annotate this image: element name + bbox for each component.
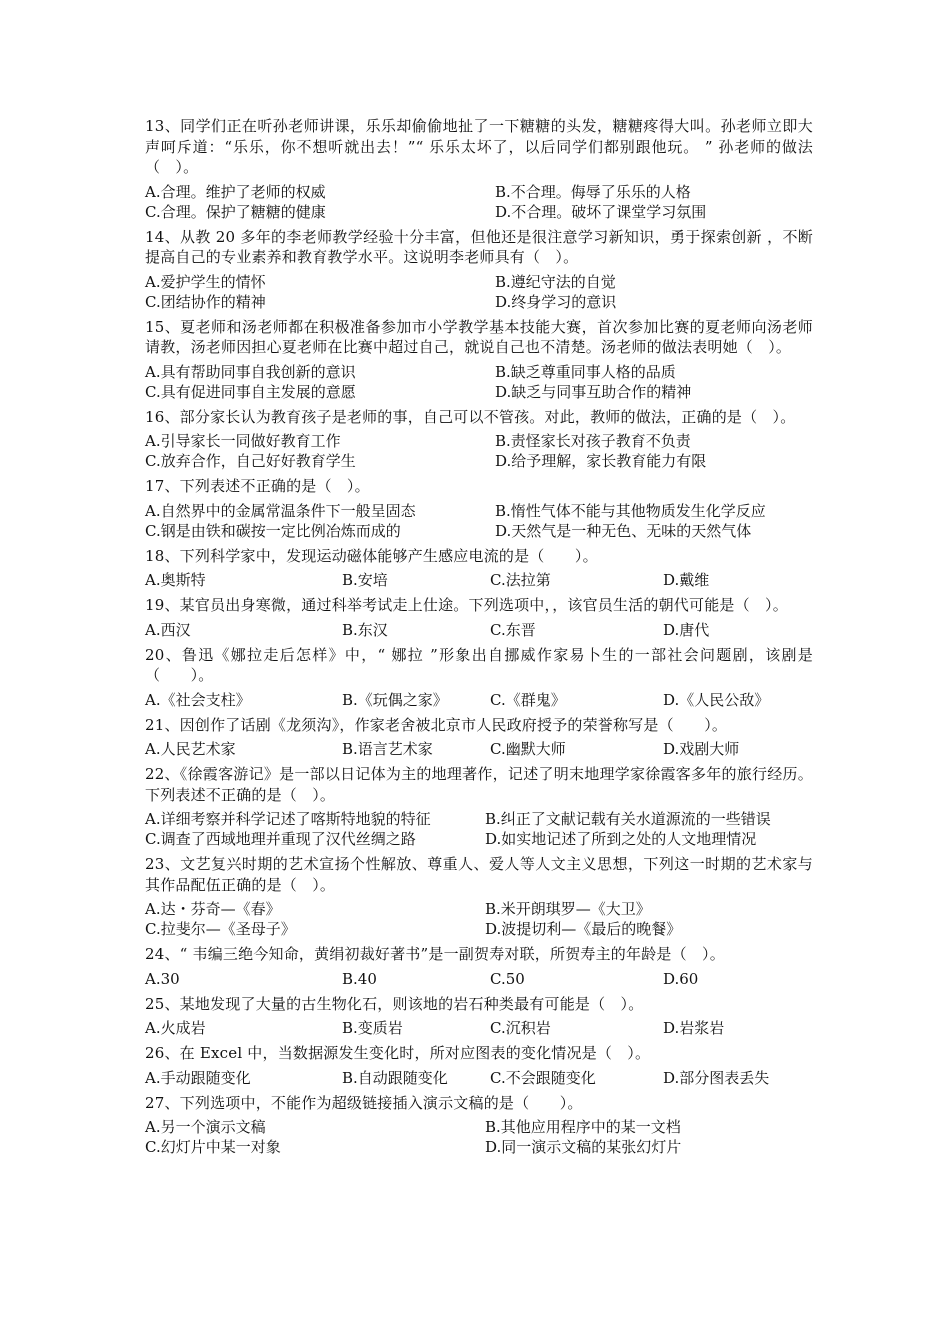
option-b: B.遵纪守法的自觉 bbox=[495, 272, 616, 291]
option-b: B.缺乏尊重同事人格的品质 bbox=[495, 362, 676, 381]
option-b: B.自动跟随变化 bbox=[342, 1068, 448, 1087]
option-a: A.爱护学生的情怀 bbox=[145, 272, 266, 291]
option-d: D.终身学习的意识 bbox=[495, 292, 617, 311]
option-d: D.波提切利—《最后的晚餐》 bbox=[485, 920, 682, 938]
option-d: D.缺乏与同事互助合作的精神 bbox=[495, 382, 692, 401]
option-d: D.《人民公敌》 bbox=[663, 690, 770, 709]
question-21-options bbox=[145, 739, 813, 759]
option-b: B.责怪家长对孩子教育不负责 bbox=[495, 432, 691, 450]
option-d: D.部分图表丢失 bbox=[663, 1068, 770, 1087]
option-a: A.手动跟随变化 bbox=[145, 1068, 251, 1087]
option-a: A.具有帮助同事自我创新的意识 bbox=[145, 362, 356, 381]
option-c: C.不会跟随变化 bbox=[490, 1068, 596, 1087]
option-d: D.不合理。破坏了课堂学习氛围 bbox=[495, 202, 707, 221]
option-a: A.30 bbox=[145, 969, 180, 988]
question-25-stem: 25、某地发现了大量的古生物化石，则该地的岩石种类最有可能是（ ）。 bbox=[145, 994, 644, 1013]
question-15-stem: 15、夏老师和汤老师都在积极准备参加市小学教学基本技能大赛，首次参加比赛的夏老师向汤老师请教，汤老师因担心夏老师在比赛中超过自己，就说自己也不清楚。汤老师的做法表明她（ ）。 bbox=[145, 317, 813, 356]
option-a: A.引导家长一同做好教育工作 bbox=[145, 432, 341, 450]
option-d: D.如实地记述了所到之处的人文地理情况 bbox=[485, 830, 757, 848]
question-24-stem: 24、“ 韦编三绝今知命，黄绢初裁好著书”是一副贺寿对联，所贺寿主的年龄是（ ）。 bbox=[145, 945, 725, 963]
question-14-stem: 14、从教 20 多年的李老师教学经验十分丰富，但他还是很注意学习新知识，勇于探索创新 ，不断提高自己的专业素养和教育教学水平。这说明李老师具有（ ）。 bbox=[145, 227, 813, 266]
option-a: A.《社会支柱》 bbox=[145, 690, 251, 709]
question-19-stem: 19、某官员出身寒微，通过科举考试走上仕途。下列选项中，，该官员生活的朝代可能是（ ）。 bbox=[145, 596, 788, 614]
option-c: C.东晋 bbox=[490, 620, 536, 639]
question-13-stem: 13、同学们正在听孙老师讲课，乐乐却偷偷地扯了一下糖糖的头发，糖糖疼得大叫。孙老师立即大声呵斥道：“乐乐，你不想听就出去！”“ 乐乐太坏了，以后同学们都别跟他玩。 ” 孙老师的做法（ ）。 bbox=[145, 117, 813, 176]
question-15-options bbox=[145, 362, 813, 402]
option-a: A.西汉 bbox=[145, 620, 191, 639]
option-c: C.合理。保护了糖糖的健康 bbox=[145, 202, 326, 221]
option-c: C.拉斐尔—《圣母子》 bbox=[145, 920, 296, 938]
option-d: D.唐代 bbox=[663, 620, 710, 639]
question-22-stem: 22、《徐霞客游记》是一部以日记体为主的地理著作，记述了明末地理学家徐霞客多年的旅行经历。下列表述不正确的是（ ）。 bbox=[145, 765, 813, 804]
option-b: B.惰性气体不能与其他物质发生化学反应 bbox=[495, 501, 766, 520]
question-16-stem: 16、部分家长认为教育孩子是老师的事，自己可以不管孩。对此，教师的做法，正确的是（ ）。 bbox=[145, 407, 796, 426]
option-b: B.米开朗琪罗—《大卫》 bbox=[485, 900, 651, 918]
question-14-options bbox=[145, 272, 813, 312]
question-22-options bbox=[145, 809, 813, 849]
option-c: C.调查了西域地理并重现了汉代丝绸之路 bbox=[145, 830, 416, 848]
option-d: D.天然气是一种无色、无味的天然气体 bbox=[495, 521, 752, 540]
question-13-options bbox=[145, 182, 813, 222]
option-a: A.合理。维护了老师的权威 bbox=[145, 182, 326, 201]
question-27-options bbox=[145, 1117, 813, 1157]
option-d: D.给予理解，家长教育能力有限 bbox=[495, 452, 707, 470]
question-20-options bbox=[145, 690, 813, 710]
option-c: C.沉积岩 bbox=[490, 1019, 551, 1037]
option-d: D.60 bbox=[663, 969, 699, 988]
question-25-options bbox=[145, 1018, 813, 1038]
option-b: B.40 bbox=[342, 969, 377, 988]
option-d: D.戴维 bbox=[663, 571, 710, 589]
option-b: B.纠正了文献记载有关水道源流的一些错误 bbox=[485, 810, 771, 828]
option-c: C.放弃合作，自己好好教育学生 bbox=[145, 452, 356, 470]
option-b: B.东汉 bbox=[342, 620, 388, 639]
option-c: C.钢是由铁和碳按一定比例冶炼而成的 bbox=[145, 521, 401, 540]
option-b: B.其他应用程序中的某一文档 bbox=[485, 1118, 681, 1136]
question-21-stem: 21、因创作了话剧《龙须沟》，作家老舍被北京市人民政府授予的荣誉称写是（ ）。 bbox=[145, 715, 728, 734]
question-19-options bbox=[145, 620, 813, 640]
option-c: C.法拉第 bbox=[490, 571, 551, 589]
question-26-options bbox=[145, 1068, 813, 1088]
option-c: C.具有促进同事自主发展的意愿 bbox=[145, 382, 356, 401]
option-b: B.语言艺术家 bbox=[342, 740, 433, 758]
option-a: A.另一个演示文稿 bbox=[145, 1118, 266, 1136]
question-18-options bbox=[145, 570, 813, 590]
option-d: D.岩浆岩 bbox=[663, 1019, 725, 1037]
option-c: C.团结协作的精神 bbox=[145, 292, 266, 311]
option-b: B.《玩偶之家》 bbox=[342, 690, 448, 709]
option-a: A.人民艺术家 bbox=[145, 740, 236, 758]
option-a: A.火成岩 bbox=[145, 1019, 206, 1037]
option-c: C.幻灯片中某一对象 bbox=[145, 1138, 281, 1156]
question-26-stem: 26、在 Excel 中，当数据源发生变化时，所对应图表的变化情况是（ ）。 bbox=[145, 1044, 651, 1062]
option-b: B.安培 bbox=[342, 571, 388, 589]
question-27-stem: 27、下列选项中，不能作为超级链接插入演示文稿的是（ ）。 bbox=[145, 1093, 583, 1112]
option-d: D.同一演示文稿的某张幻灯片 bbox=[485, 1138, 682, 1156]
question-17-stem: 17、下列表述不正确的是（ ）。 bbox=[145, 477, 370, 495]
question-16-options bbox=[145, 431, 813, 471]
question-23-stem: 23、文艺复兴时期的艺术宣扬个性解放、尊重人、爱人等人文主义思想，下列这一时期的艺术家与其作品配伍正确的是（ ）。 bbox=[145, 855, 813, 894]
question-20-stem: 20、鲁迅《娜拉走后怎样》中，“ 娜拉 ”形象出自挪威作家易卜生的一部社会问题剧，该剧是（ ）。 bbox=[145, 645, 813, 684]
option-a: A.奥斯特 bbox=[145, 571, 206, 589]
option-c: C.幽默大师 bbox=[490, 740, 566, 758]
question-23-options bbox=[145, 899, 813, 939]
option-b: B.变质岩 bbox=[342, 1019, 403, 1037]
option-a: A.详细考察并科学记述了喀斯特地貌的特征 bbox=[145, 810, 431, 828]
option-a: A.达・芬奇—《春》 bbox=[145, 900, 281, 918]
option-c: C.50 bbox=[490, 969, 525, 988]
question-list bbox=[145, 116, 813, 1162]
question-18-stem: 18、下列科学家中，发现运动磁体能够产生感应电流的是（ ）。 bbox=[145, 546, 598, 565]
option-d: D.戏剧大师 bbox=[663, 740, 740, 758]
option-b: B.不合理。侮辱了乐乐的人格 bbox=[495, 182, 691, 201]
question-17-options bbox=[145, 501, 813, 541]
question-24-options bbox=[145, 969, 813, 989]
option-c: C.《群鬼》 bbox=[490, 690, 566, 709]
option-a: A.自然界中的金属常温条件下一般呈固态 bbox=[145, 501, 416, 520]
